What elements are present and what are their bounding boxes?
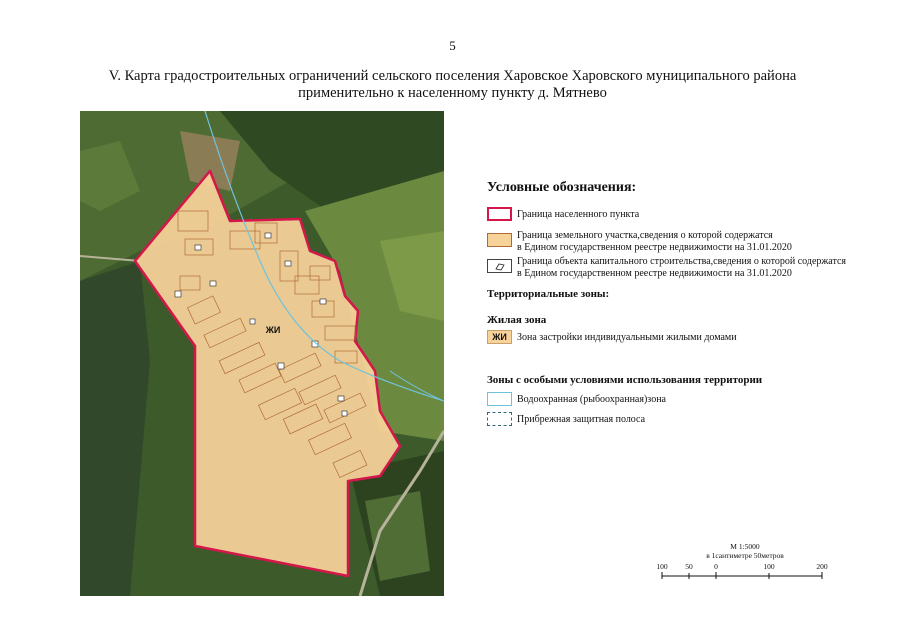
legend-item-water-protection-zone bbox=[487, 392, 887, 408]
map-title bbox=[60, 68, 845, 102]
legend-item-land-plot-border bbox=[487, 230, 887, 256]
building-icon bbox=[488, 261, 511, 273]
territorial-zones-title: Территориальные зоны: bbox=[487, 288, 610, 300]
map-canvas bbox=[80, 111, 444, 596]
scale-tick-label: 100 bbox=[763, 562, 775, 571]
legend-item-label: Зона застройки индивидуальными жилыми домами bbox=[517, 332, 737, 343]
scale-tick-label: 0 bbox=[714, 562, 718, 571]
building bbox=[265, 233, 271, 238]
building bbox=[250, 319, 255, 324]
legend-item-label bbox=[517, 230, 792, 254]
building bbox=[285, 261, 291, 266]
building bbox=[278, 363, 284, 369]
map-title-line-1: V. Карта градостроительных ограничений сельского поселения Харовское Харовского муниципального района bbox=[108, 68, 797, 84]
zone-label: ЖИ bbox=[265, 325, 281, 335]
legend-item-label: Прибрежная защитная полоса bbox=[517, 414, 646, 425]
legend-item-label-line: Граница земельного участка,сведения о которой содержатся bbox=[517, 230, 773, 241]
special-zones-title: Зоны с особыми условиями использования территории bbox=[487, 374, 763, 386]
zone-code-badge: ЖИ bbox=[487, 330, 512, 344]
legend-title: Условные обозначения: bbox=[487, 180, 637, 195]
legend-item-label-line: в Едином государственном реестре недвижимости на 31.01.2020 bbox=[517, 268, 792, 279]
legend-item-coastal-protection-strip bbox=[487, 412, 887, 428]
legend-item-label: Граница населенного пункта bbox=[517, 209, 640, 220]
land-plot-border-symbol bbox=[487, 233, 512, 247]
building bbox=[342, 411, 347, 416]
building bbox=[195, 245, 201, 250]
scale-tick-label: 100 bbox=[656, 562, 668, 571]
legend-item-residential-zone bbox=[487, 330, 887, 346]
building bbox=[338, 396, 344, 401]
legend-item-label bbox=[517, 256, 846, 280]
building bbox=[175, 291, 181, 297]
building bbox=[320, 299, 326, 304]
settlement-border-symbol bbox=[487, 207, 512, 221]
legend-item-label-line: в Едином государственном реестре недвижимости на 31.01.2020 bbox=[517, 242, 792, 253]
building bbox=[210, 281, 216, 286]
residential-zone-title: Жилая зона bbox=[487, 314, 547, 326]
water-protection-zone-symbol bbox=[487, 392, 512, 406]
map-view[interactable] bbox=[80, 111, 444, 596]
legend-item-building-border bbox=[487, 256, 887, 282]
scale-ratio: М 1:5000 bbox=[730, 542, 760, 551]
legend-item-label: Водоохранная (рыбоохранная)зона bbox=[517, 394, 666, 405]
building-border-symbol bbox=[487, 259, 512, 273]
legend-item-label-line: Граница объекта капитального строительства,сведения о которой содержатся bbox=[517, 256, 846, 267]
scale-tick-label: 50 bbox=[685, 562, 693, 571]
scale-ruler bbox=[650, 571, 840, 581]
map-title-line-2: применительно к населенному пункту д. Мятнево bbox=[298, 85, 607, 101]
scale-tick-label: 200 bbox=[816, 562, 828, 571]
page-number: 5 bbox=[449, 38, 456, 53]
legend-item-settlement-border bbox=[487, 207, 887, 223]
scale-description: в 1сантиметре 50метров bbox=[706, 551, 784, 560]
coastal-protection-strip-symbol bbox=[487, 412, 512, 426]
